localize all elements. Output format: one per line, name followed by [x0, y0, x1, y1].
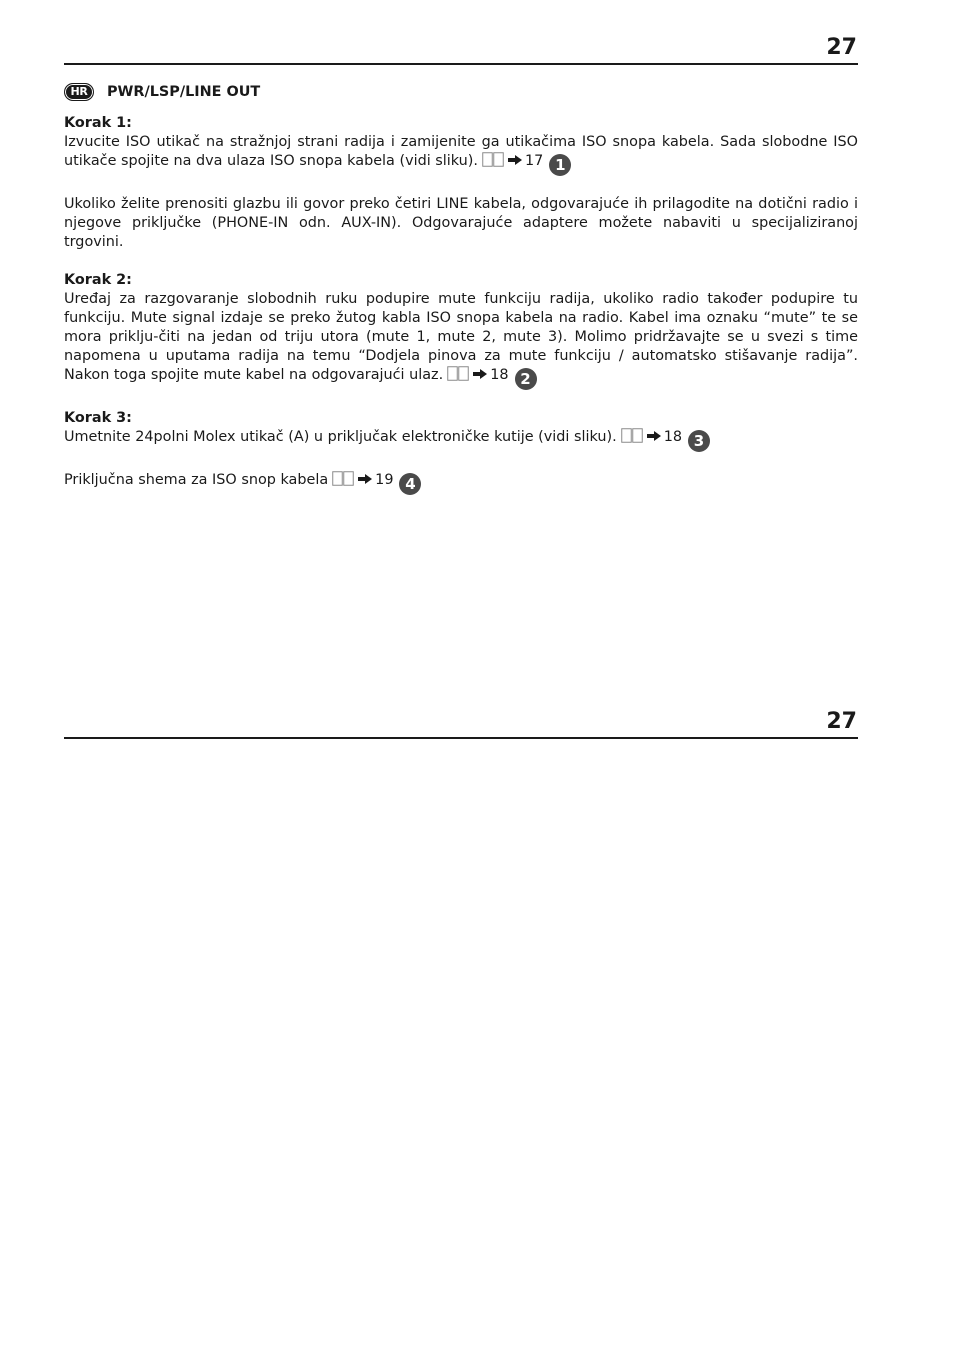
step-2-paragraph [64, 290, 858, 390]
step-2-label: Korak 2: [64, 272, 132, 288]
step-3-label: Korak 3: [64, 410, 132, 426]
book-icon [332, 471, 354, 486]
step-2-reference [443, 367, 536, 388]
step-2-text: Uređaj za razgovaranje slobodnih ruku podupire mute funkciju radija, ukoliko radio također podupire tu funkciju. Mute signal izdaje se preko žutog kabla ISO snopa kabela na radio. Kabel ima oznaku “mute” te se mora priklju-čiti na jedan od triju utora (mute 1, mute 2, mute 3). Molimo pridržavajte se u svezi s time napomena u uputama radija na temu “Dodjela pinova za mute funkciju / automatsko stišavanje radija”. Nakon toga spojite mute kabel na odgovarajući ulaz. [64, 291, 858, 383]
figure-number-circle-2: 2 [515, 368, 537, 390]
wiring-diagram-text: Priključna shema za ISO snop kabela [64, 472, 329, 488]
step-3-text: Umetnite 24polni Molex utikač (A) u priključak elektroničke kutije (vidi sliku). [64, 429, 617, 445]
page-number-top: 27 [826, 35, 857, 60]
book-icon [482, 152, 504, 167]
step-1-paragraph [64, 133, 858, 176]
step-2-ref-page: 18 [490, 367, 509, 383]
step-1 [64, 114, 858, 176]
step-1-text: Izvucite ISO utikač na stražnjoj strani radija i zamijenite ga utikačima ISO snopa kabela. Sada slobodne ISO utikače spojite na dva ulaza ISO snopa kabela (vidi sliku). [64, 134, 858, 169]
arrow-right-icon [647, 431, 661, 441]
arrow-right-icon [508, 155, 522, 165]
top-rule [64, 63, 858, 65]
main-content [64, 82, 858, 495]
arrow-right-icon [473, 369, 487, 379]
section-title: PWR/LSP/LINE OUT [107, 84, 261, 100]
page-number-bottom: 27 [826, 709, 857, 734]
section-heading [64, 82, 858, 102]
step-3 [64, 409, 858, 452]
figure-number-circle-3: 3 [688, 430, 710, 452]
figure-number-circle-4: 4 [399, 473, 421, 495]
step-3-reference [617, 429, 710, 450]
wiring-diagram-reference [328, 472, 421, 493]
step-1-label: Korak 1: [64, 115, 132, 131]
wiring-diagram-ref-page: 19 [375, 472, 394, 488]
language-badge: HR [64, 83, 94, 101]
book-icon [621, 428, 643, 443]
step-1-ref-page: 17 [524, 153, 544, 169]
book-icon [447, 366, 469, 381]
line-cable-paragraph: Ukoliko želite prenositi glazbu ili govor preko četiri LINE kabela, odgovarajuće ih prilagodite na dotični radio i njegove priključke (PHONE-IN odn. AUX-IN). Odgovarajuće adaptere možete nabaviti u specijaliziranoj trgovini. [64, 196, 858, 250]
step-3-ref-page: 18 [663, 429, 683, 445]
step-1-reference [478, 153, 571, 174]
wiring-diagram-paragraph [64, 471, 858, 495]
step-3-paragraph [64, 428, 858, 452]
arrow-right-icon [358, 474, 372, 484]
step-2 [64, 271, 858, 390]
bottom-rule [64, 737, 858, 739]
figure-number-circle-1: 1 [549, 154, 571, 176]
